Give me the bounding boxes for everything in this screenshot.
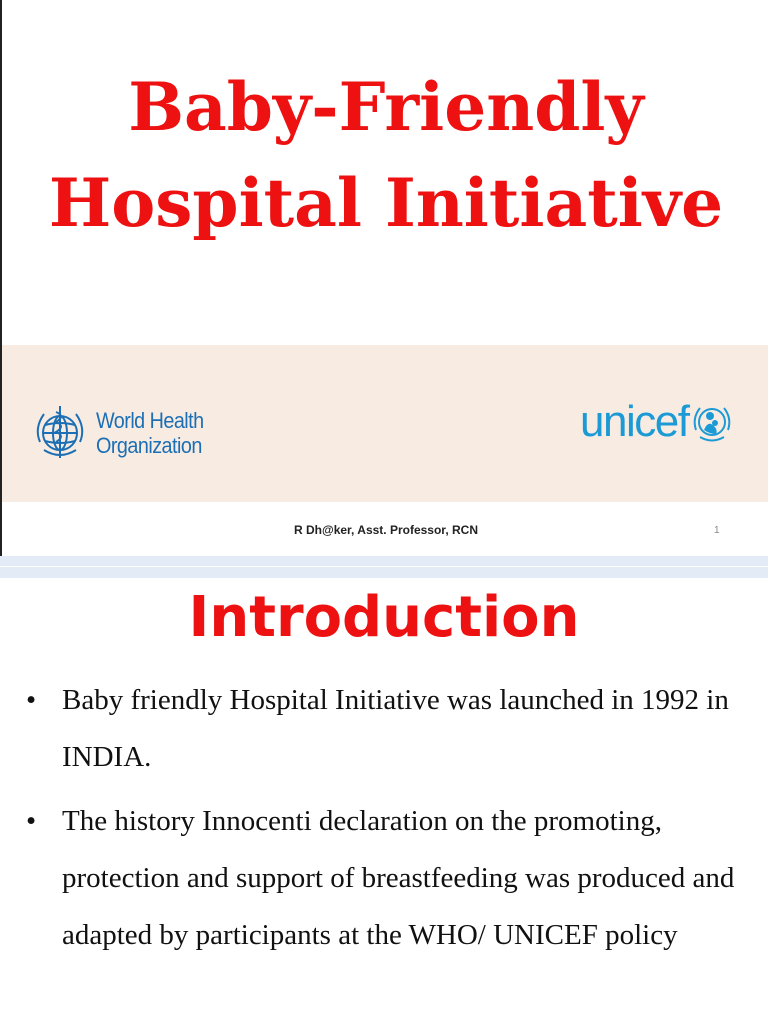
slide-separator — [0, 556, 768, 578]
bullet-dot-icon: • — [26, 684, 37, 716]
intro-title: Introduction — [188, 585, 580, 650]
slide-title-line-2: Hospital Initiative — [48, 164, 724, 242]
list-item — [26, 793, 756, 964]
slide-footer: R Dh@ker, Asst. Professor, RCN — [294, 523, 478, 537]
separator-line — [0, 566, 768, 567]
unicef-logo — [580, 397, 734, 446]
slide-2 — [0, 578, 768, 1024]
who-logo-text — [96, 408, 204, 458]
who-logo — [30, 398, 216, 468]
list-item — [26, 672, 756, 786]
who-line-1: World Health — [96, 408, 204, 433]
unicef-emblem-icon — [690, 400, 734, 444]
page-number: 1 — [714, 525, 720, 536]
slide-title-line-1: Baby-Friendly — [128, 68, 644, 146]
bullet-text: Baby friendly Hospital Initiative was launched in 1992 in INDIA. — [62, 684, 729, 773]
unicef-logo-text: unicef — [580, 397, 689, 446]
bullet-text: The history Innocenti declaration on the promoting, protection and support of breastfeeding was produced and adapted by participants at the WHO/ UNICEF policy — [62, 805, 735, 951]
bullet-list — [26, 672, 756, 971]
who-line-2: Organization — [96, 433, 202, 458]
who-emblem-icon — [30, 398, 90, 468]
bullet-dot-icon: • — [26, 805, 37, 837]
